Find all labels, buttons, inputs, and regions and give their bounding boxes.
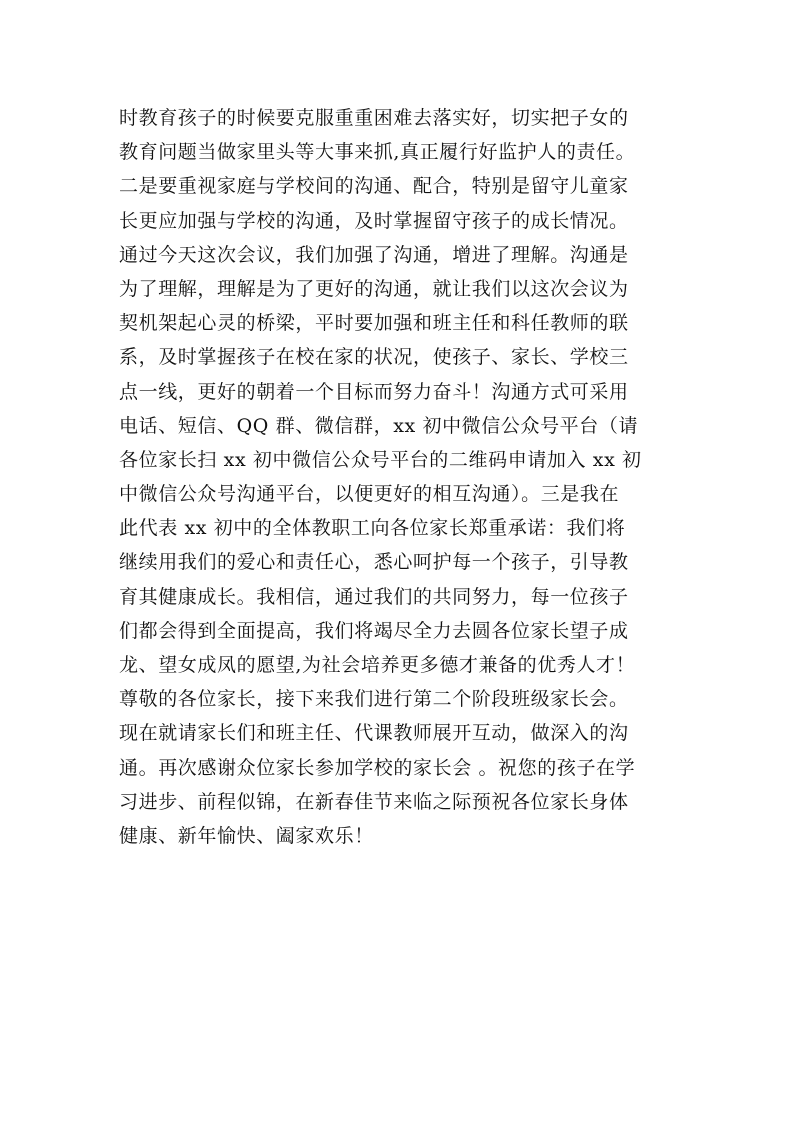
- body-text: [119, 101, 699, 853]
- text-line: 各位家长扫 xx 初中微信公众号平台的二维码申请加入 xx 初: [119, 448, 642, 471]
- text-line: 二是要重视家庭与学校间的沟通、配合，特别是留守儿童家: [119, 175, 629, 198]
- text-line: 时教育孩子的时候要克服重重困难去落实好，切实把子女的: [119, 107, 629, 129]
- text-line: 契机架起心灵的桥梁，平时要加强和班主任和科任教师的联: [119, 312, 629, 335]
- text-line: 健康、新年愉快、阖家欢乐！: [119, 824, 374, 847]
- text-line: 长更应加强与学校的沟通，及时掌握留守孩子的成长情况。: [119, 209, 629, 232]
- text-line: 继续用我们的爱心和责任心，悉心呵护每一个孩子，引导教: [119, 551, 629, 574]
- text-line: 中微信公众号沟通平台，以便更好的相互沟通）。三是我在: [119, 483, 620, 506]
- text-line: 们都会得到全面提高，我们将竭尽全力去圆各位家长望子成: [119, 619, 629, 642]
- text-line: 习进步、前程似锦，在新春佳节来临之际预祝各位家长身体: [119, 790, 629, 813]
- text-line: 系，及时掌握孩子在校在家的状况，使孩子、家长、学校三: [119, 346, 629, 369]
- text-line: 点一线，更好的朝着一个目标而努力奋斗！沟通方式可采用: [119, 380, 629, 403]
- text-line: 为了理解，理解是为了更好的沟通，就让我们以这次会议为: [119, 277, 629, 300]
- text-line: 电话、短信、QQ 群、微信群，xx 初中微信公众号平台（请: [119, 414, 639, 437]
- text-line: 此代表 xx 初中的全体教职工向各位家长郑重承诺：我们将: [119, 517, 626, 540]
- text-line: 通过今天这次会议，我们加强了沟通，增进了理解。沟通是: [119, 243, 629, 266]
- text-line: 龙、望女成凤的愿望,为社会培养更多德才兼备的优秀人才！: [119, 654, 636, 676]
- text-line: 现在就请家长们和班主任、代课教师展开互动，做深入的沟: [119, 722, 629, 745]
- text-line: 通。再次感谢众位家长参加学校的家长会 。祝您的孩子在学: [119, 756, 636, 779]
- text-line: 育其健康成长。我相信，通过我们的共同努力，每一位孩子: [119, 585, 629, 608]
- text-line: 教育问题当做家里头等大事来抓,真正履行好监护人的责任。: [119, 141, 636, 164]
- text-line: 尊敬的各位家长，接下来我们进行第二个阶段班级家长会。: [119, 688, 629, 711]
